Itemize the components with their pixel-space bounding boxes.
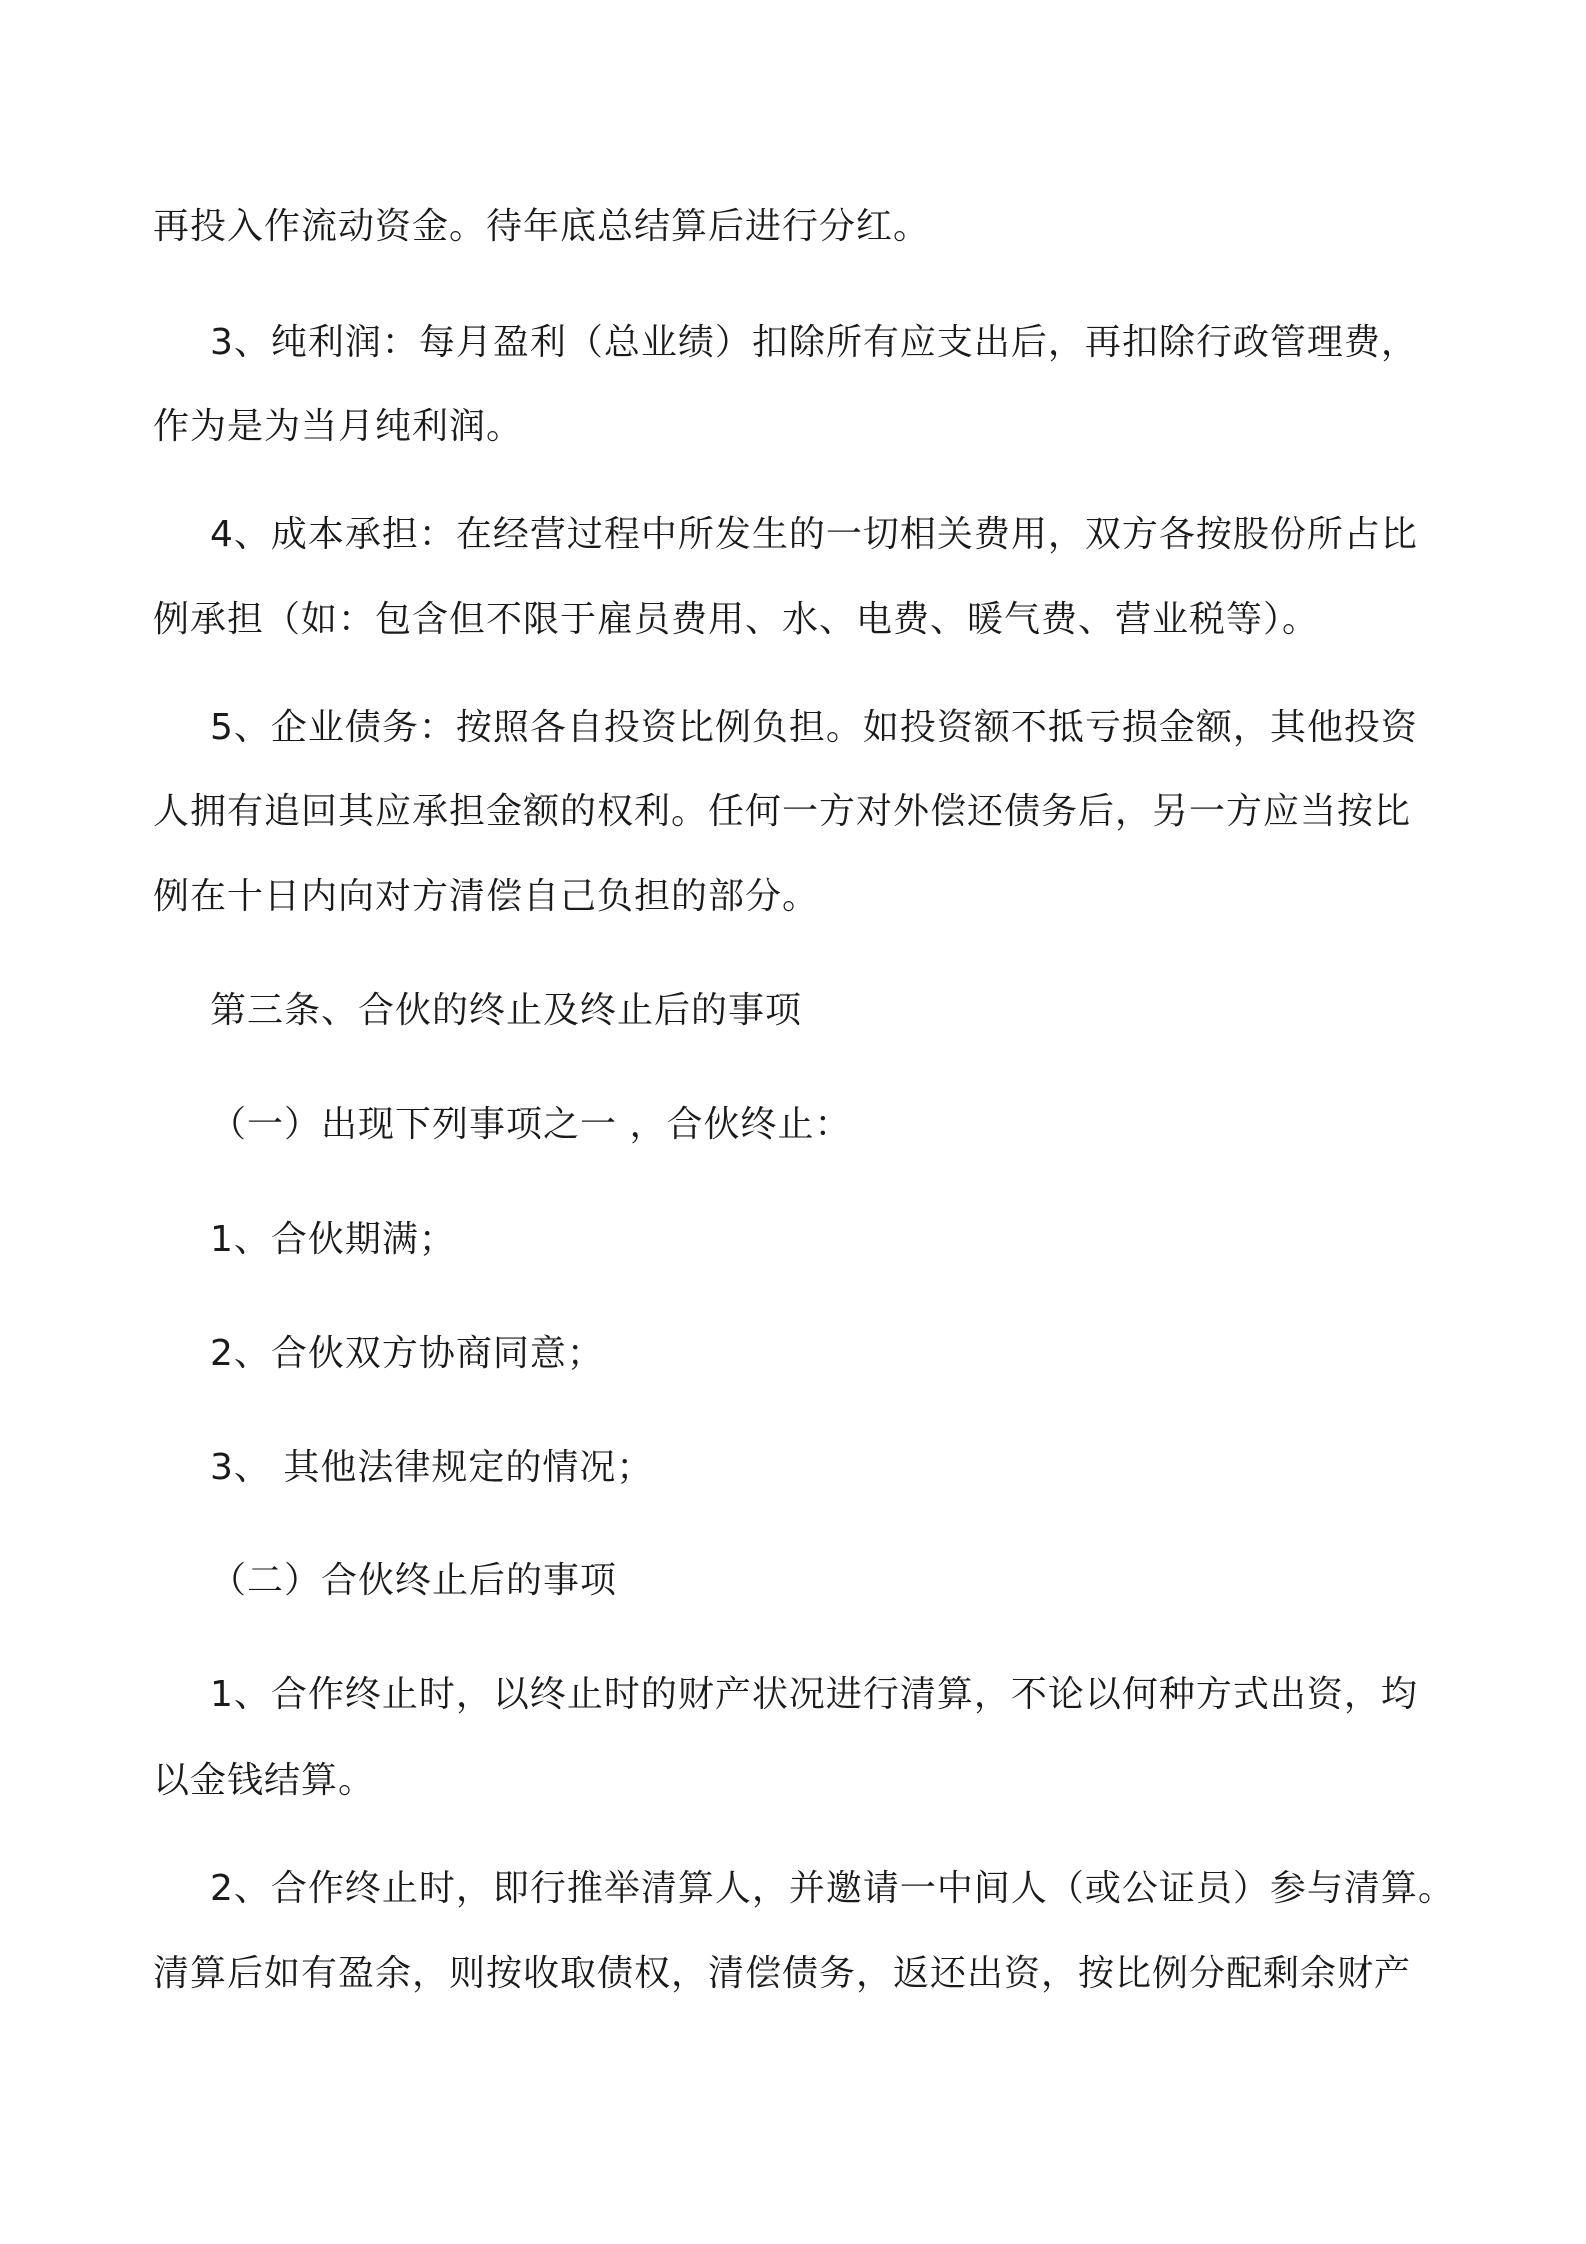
subsection-heading: （一）出现下列事项之一 ，合伙终止：	[210, 1104, 852, 1145]
list-item: 2、合伙双方协商同意；	[210, 1333, 604, 1374]
list-item: 3、 其他法律规定的情况；	[210, 1447, 654, 1488]
text-line: 4、成本承担：在经营过程中所发生的一切相关费用，双方各按股份所占比	[210, 514, 1418, 555]
text-line: 5、企业债务：按照各自投资比例负担。如投资额不抵亏损金额，其他投资	[210, 707, 1418, 748]
text-line: 2、合作终止时，即行推举清算人，并邀请一中间人（或公证员）参与清算。	[210, 1868, 1455, 1909]
text-line: 再投入作流动资金。待年底总结算后进行分红。	[153, 206, 931, 247]
text-line: 例在十日内向对方清偿自己负担的部分。	[153, 876, 820, 917]
subsection-heading: （二）合伙终止后的事项	[210, 1560, 618, 1601]
text-line: 1、合作终止时，以终止时的财产状况进行清算，不论以何种方式出资，均	[210, 1674, 1418, 1715]
text-line: 以金钱结算。	[153, 1760, 376, 1801]
text-line: 清算后如有盈余，则按收取债权，清偿债务，返还出资，按比例分配剩余财产	[153, 1953, 1412, 1994]
text-line: 例承担（如：包含但不限于雇员费用、水、电费、暖气费、营业税等）。	[153, 599, 1320, 640]
text-line: 3、纯利润：每月盈利（总业绩）扣除所有应支出后，再扣除行政管理费，	[210, 322, 1418, 363]
list-item: 1、合伙期满；	[210, 1219, 456, 1260]
text-line: 作为是为当月纯利润。	[153, 406, 524, 447]
section-heading: 第三条、合伙的终止及终止后的事项	[210, 990, 803, 1031]
text-line: 人拥有追回其应承担金额的权利。任何一方对外偿还债务后，另一方应当按比	[153, 791, 1412, 832]
